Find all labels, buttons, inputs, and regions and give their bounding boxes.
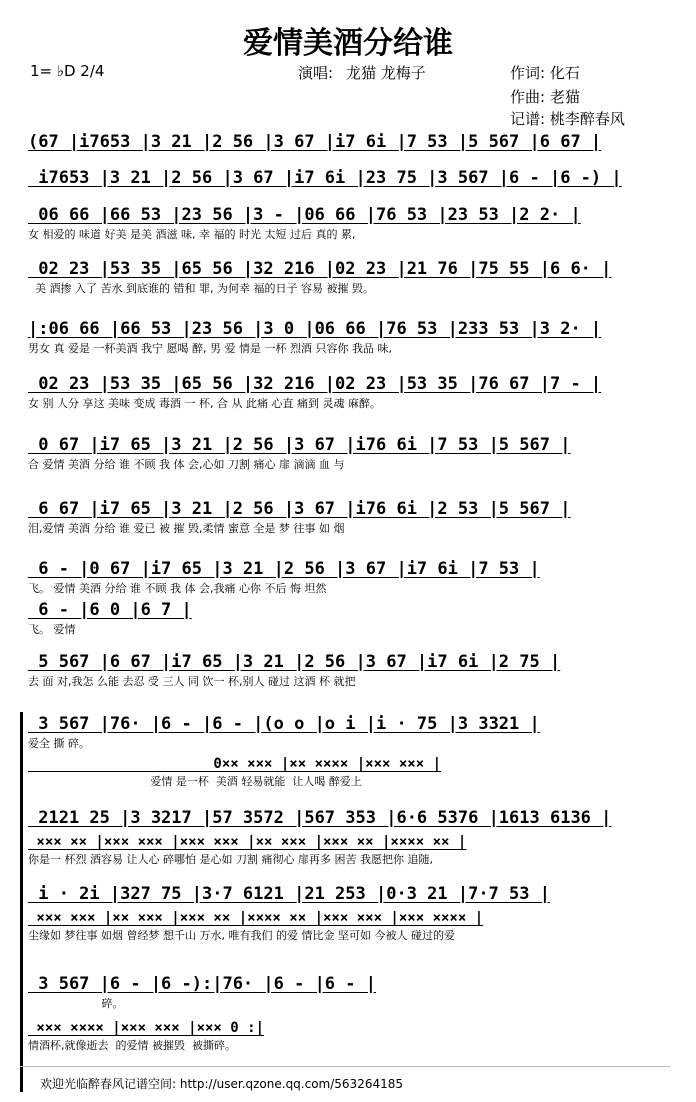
score-system bbox=[28, 497, 664, 537]
lyric-line: 碎。 bbox=[28, 997, 124, 1010]
notation-line: 6 - |6 0 |6 7 | bbox=[28, 600, 192, 620]
score-system bbox=[28, 372, 664, 412]
notation-line: i7653 |3 21 |2 56 |3 67 |i7 6i |23 75 |3 567 |6 - |6 -) | bbox=[28, 168, 622, 188]
lyric-line: 美 酒掺 入了 苦水 到底谁的 错和 罪, 为何幸 福的日子 容易 被摧 毁。 bbox=[28, 282, 374, 295]
notation-line: |:06 66 |66 53 |23 56 |3 0 |06 66 |76 53 |233 53 |3 2· | bbox=[28, 319, 602, 339]
footer-note: 欢迎光临醉春风记谱空间: http://user.qzone.qq.com/563264185 bbox=[40, 1077, 404, 1091]
score-system bbox=[28, 130, 664, 170]
lyric-line: 飞。 爱情 美酒 分给 谁 不顾 我 体 会,我痛 心你 不后 悔 坦然 bbox=[28, 582, 327, 595]
rhythm-system bbox=[28, 908, 664, 944]
singers-label: 演唱: bbox=[298, 64, 334, 82]
composer: 作曲: 老猫 bbox=[510, 88, 580, 106]
rhythm-line: ××× ×××× |××× ××× |××× 0 :| bbox=[28, 1020, 265, 1036]
score-system bbox=[28, 806, 664, 830]
lyric-line: 去 面 对,我怎 么能 去忍 受 三人 同 饮一 杯,别人 碰过 这酒 杯 就把 bbox=[28, 675, 356, 688]
notation-line: 6 67 |i7 65 |3 21 |2 56 |3 67 |i76 6i |2 53 |5 567 | bbox=[28, 499, 571, 519]
lyric-line: 飞。 爱情 bbox=[28, 623, 76, 636]
score-system bbox=[28, 257, 664, 297]
rhythm-line: ××× ×× |××× ××× |××× ××× |×× ××× |××× ×× |×××× ×× | bbox=[28, 834, 467, 850]
notation-line: 0 67 |i7 65 |3 21 |2 56 |3 67 |i76 6i |7 53 |5 567 | bbox=[28, 435, 571, 455]
score-system bbox=[28, 166, 664, 206]
rhythm-system bbox=[28, 832, 664, 868]
lyric-line: 泪,爱情 美酒 分给 谁 爱已 被 摧 毁,柔情 蜜意 全是 梦 往事 如 烟 bbox=[28, 522, 345, 535]
score-system bbox=[28, 650, 664, 690]
lyric-line: 尘缘如 梦往事 如烟 曾经梦 想千山 万水, 唯有我们 的爱 情比金 坚可如 今被人 碰过的爱 bbox=[28, 929, 455, 942]
score-system bbox=[28, 203, 664, 243]
score-system bbox=[28, 882, 664, 906]
notation-line: 06 66 |66 53 |23 56 |3 - |06 66 |76 53 |23 53 |2 2· | bbox=[28, 205, 581, 225]
notation-line: (67 |i7653 |3 21 |2 56 |3 67 |i7 6i |7 53 |5 567 |6 67 | bbox=[28, 132, 602, 152]
score-system bbox=[28, 598, 664, 638]
rhythm-system bbox=[28, 1018, 664, 1054]
lyric-line: 合 爱情 美酒 分给 谁 不顾 我 体 会,心如 刀割 痛心 扉 滴滴 血 与 bbox=[28, 458, 345, 471]
notation-line: 5 567 |6 67 |i7 65 |3 21 |2 56 |3 67 |i7 6i |2 75 | bbox=[28, 652, 561, 672]
rhythm-line: ××× ××× |×× ××× |××× ×× |×××× ×× |××× ××× |××× ×××× | bbox=[28, 910, 484, 926]
notation-line: 02 23 |53 35 |65 56 |32 216 |02 23 |53 35 |76 67 |7 - | bbox=[28, 374, 602, 394]
notation-line: 6 - |0 67 |i7 65 |3 21 |2 56 |3 67 |i7 6i |7 53 | bbox=[28, 559, 540, 579]
lyric-line: 男女 真 爱是 一杯美酒 我宁 愿喝 醉, 男 爱 情是 一杯 烈酒 只容你 我品 味, bbox=[28, 342, 392, 355]
lyric-line: 爱全 撕 碎。 bbox=[28, 737, 90, 750]
notation-line: 02 23 |53 35 |65 56 |32 216 |02 23 |21 76 |75 55 |6 6· | bbox=[28, 259, 612, 279]
lyricist: 作词: 化石 bbox=[510, 64, 580, 82]
singers: 龙猫 龙梅子 bbox=[346, 64, 426, 82]
lyric-line: 情酒杯,就像逝去 的爱情 被摧毁 被撕碎。 bbox=[28, 1039, 236, 1052]
score-system bbox=[28, 317, 664, 357]
song-title: 爱情美酒分给谁 bbox=[243, 26, 453, 61]
score-system bbox=[28, 972, 664, 1012]
score-system bbox=[28, 433, 664, 473]
lyric-line: 女 别 人分 享这 美味 变成 毒酒 一 杯, 合 从 此痛 心直 痛到 灵魂 麻醉。 bbox=[28, 397, 381, 410]
rhythm-line: 0×× ××× |×× ×××× |××× ××× | bbox=[28, 756, 442, 772]
key-signature: 1= ♭D 2/4 bbox=[30, 62, 105, 80]
score-system bbox=[28, 557, 664, 597]
notation-line: i · 2i |327 75 |3·7 6121 |21 253 |0·3 21 |7·7 53 | bbox=[28, 884, 550, 904]
transcriber: 记谱: 桃李醉春风 bbox=[510, 110, 625, 128]
lyric-line: 你是一 杯烈 酒容易 让人心 碎哪怕 是心如 刀割 痛彻心 扉再多 困苦 我愿把你 追随, bbox=[28, 853, 433, 866]
notation-line: 2121 25 |3 3217 |57 3572 |567 353 |6·6 5376 |1613 6136 | bbox=[28, 808, 612, 828]
lyric-line: 女 相爱的 味道 好美 是美 酒滋 味, 幸 福的 时光 太短 过后 真的 累, bbox=[28, 228, 356, 241]
lyric-line: 爱情 是一杯 美酒 轻易就能 让人喝 醉爱上 bbox=[28, 775, 362, 788]
score-system bbox=[28, 712, 664, 752]
rhythm-system bbox=[28, 754, 664, 790]
footer-divider bbox=[20, 1066, 670, 1067]
notation-line: 3 567 |6 - |6 -):|76· |6 - |6 - | bbox=[28, 974, 376, 994]
notation-line: 3 567 |76· |6 - |6 - |(o o |o i |i · 75 |3 3321 | bbox=[28, 714, 540, 734]
